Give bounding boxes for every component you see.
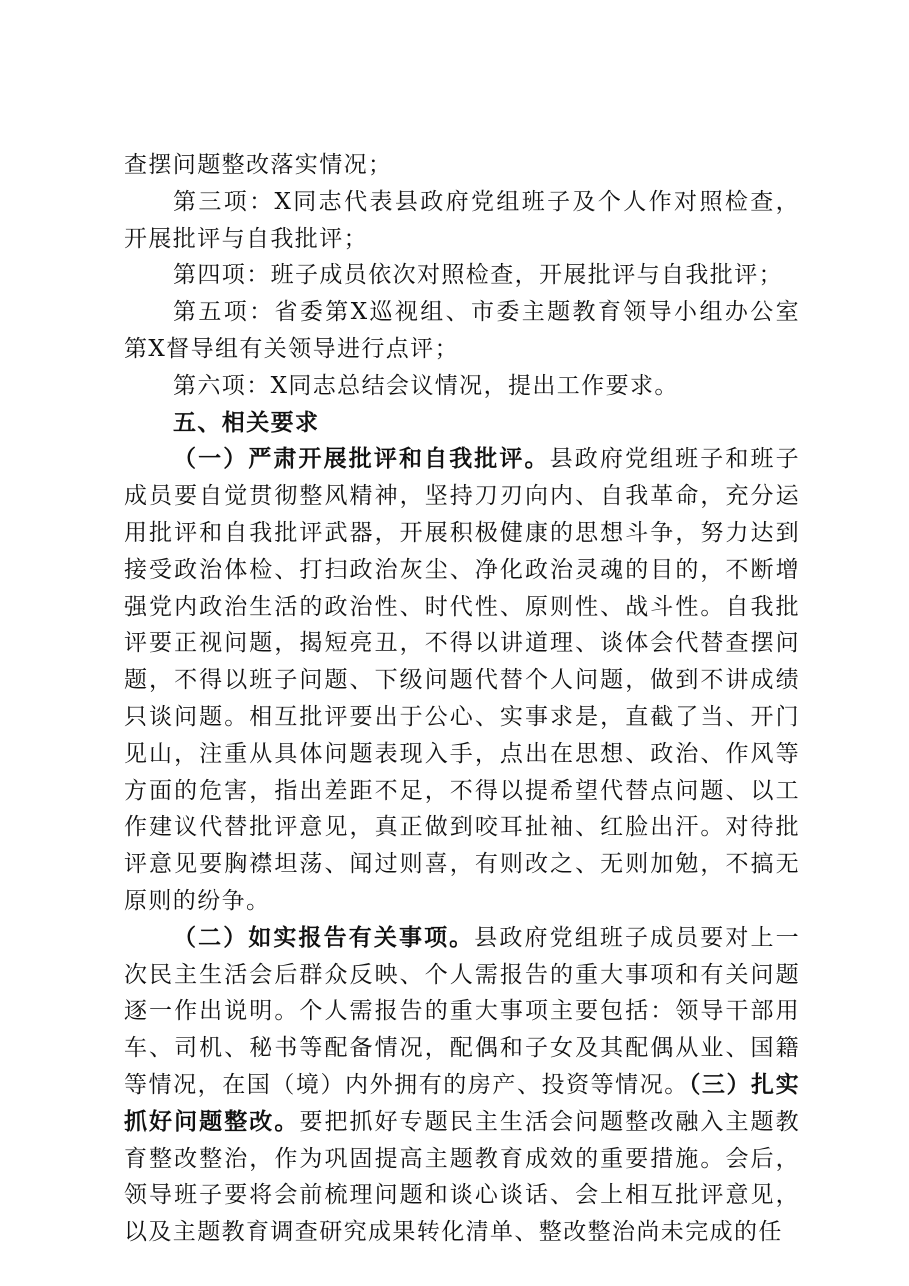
requirement-2-title: （二）如实报告有关事项。: [173, 923, 475, 951]
requirement-3-body: 要把抓好专题民主生活会问题整改融入主题教育整改整治，作为巩固提高主题教育成效的重要措施。会后，领导班子要将会前梳理问题和谈心谈话、会上相互批评意见，以及主题教育调查研究成果转化清单、整改整治尚未完成的任: [124, 1108, 800, 1246]
paragraph-item-3: 第三项：X同志代表县政府党组班子及个人作对照检查，开展批评与自我批评；: [124, 188, 800, 252]
paragraph-requirement-1: [124, 441, 800, 919]
paragraph-requirement-2-3: [124, 920, 800, 1251]
paragraph-item-1-continuation: 查摆问题整改落实情况；: [124, 152, 393, 178]
document-body: [124, 147, 800, 1251]
paragraph-item-4: 第四项：班子成员依次对照检查，开展批评与自我批评；: [173, 262, 783, 289]
paragraph-item-6: 第六项：X同志总结会议情况，提出工作要求。: [173, 372, 679, 399]
requirement-2-body: 县政府党组班子成员要对上一次民主生活会后群众反映、个人需报告的重大事项和有关问题逐一作出说明。个人需报告的重大事项主要包括：领导干部用车、司机、秘书等配备情况，配偶和子女及其配偶从业、国籍等情况，在国（境）内外拥有的房产、投资等情况。: [124, 924, 800, 1098]
paragraph-item-5: 第五项：省委第X巡视组、市委主题教育领导小组办公室第X督导组有关领导进行点评；: [124, 299, 800, 362]
requirement-1-body: 县政府党组班子和班子成员要自觉贯彻整风精神，坚持刀刃向内、自我革命，充分运用批评和自我批评武器，开展积极健康的思想斗争，努力达到接受政治体检、打扫政治灰尘、净化政治灵魂的目的，不断增强党内政治生活的政治性、时代性、原则性、战斗性。自我批评要正视问题，揭短亮丑，不得以讲道理、谈体会代替查摆问题，不得以班子问题、下级问题代替个人问题，做到不讲成绩只谈问题。相互批评要出于公心、实事求是，直截了当、开门见山，注重从具体问题表现入手，点出在思想、政治、作风等方面的危害，指出差距不足，不得以提希望代替点问题、以工作建议代替批评意见，真正做到咬耳扯袖、红脸出汗。对待批评意见要胸襟坦荡、闻过则喜，有则改之、无则加勉，不搞无原则的纷争。: [124, 446, 801, 914]
section-heading-requirements: 五、相关要求: [173, 409, 320, 436]
requirement-1-title: （一）严肃开展批评和自我批评。: [173, 445, 550, 473]
requirement-3-title: （三）扎实抓好问题整改。: [124, 1070, 801, 1135]
